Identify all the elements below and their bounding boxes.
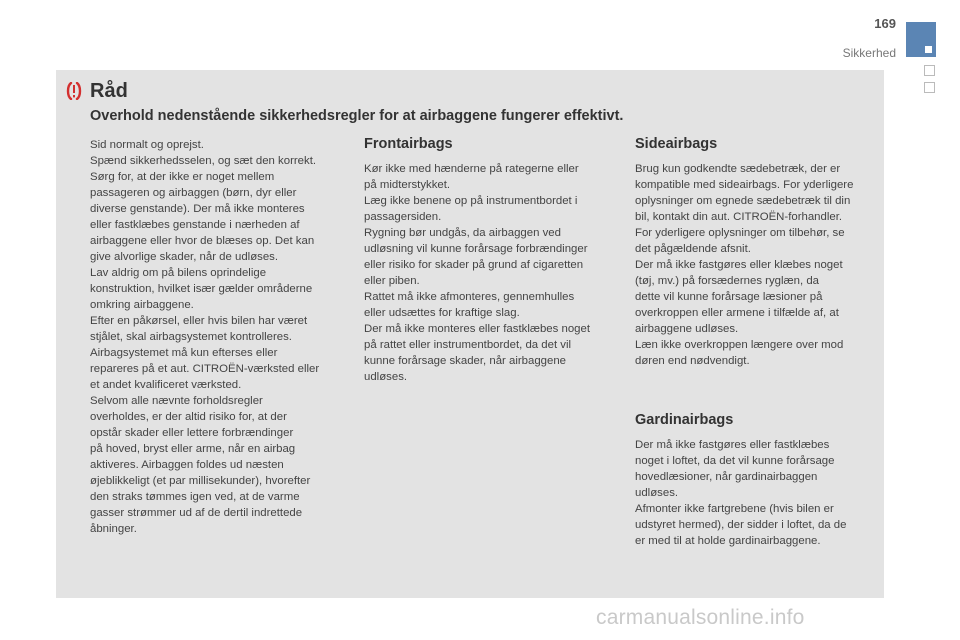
general-advice: [90, 137, 346, 537]
text-line: repareres på et aut. CITROËN-værksted eller: [90, 363, 320, 375]
text-line: eller risiko for skader på grund af cigaretten: [364, 259, 584, 271]
text-line: overkroppen eller armene i tilfælde af, at: [635, 307, 839, 319]
text-line: Der må ikke fastgøres eller fastklæbes: [635, 439, 830, 451]
text-line: eller fastklæbes genstande i nærheden af: [90, 219, 300, 231]
text-line: døren end nødvendigt.: [635, 355, 750, 367]
side-airbags-heading: Sideairbags: [635, 136, 718, 152]
empty-tab[interactable]: [924, 65, 935, 76]
section-tab[interactable]: [906, 22, 936, 57]
side-airbags-text: [635, 161, 883, 369]
text-line: Rygning bør undgås, da airbaggen ved: [364, 227, 561, 239]
text-line: diverse genstande). Der må ikke monteres: [90, 203, 305, 215]
text-line: For yderligere oplysninger om tilbehør, se: [635, 227, 845, 239]
text-line: opstår skader eller lettere forbrændinger: [90, 427, 294, 439]
warning-icon: [64, 82, 84, 100]
text-line: er med til at holde gardinairbaggene.: [635, 535, 821, 547]
text-line: hovedlæsioner, når gardinairbaggen: [635, 471, 818, 483]
text-line: Lav aldrig om på bilens oprindelige: [90, 267, 267, 279]
text-line: Brug kun godkendte sædebetræk, der er: [635, 163, 841, 175]
text-line: åbninger.: [90, 523, 137, 535]
section-name: Sikkerhed: [842, 46, 896, 60]
watermark: carmanualsonline.info: [596, 606, 805, 629]
text-line: gasser strømmer ud af de dertil indrettede: [90, 507, 303, 519]
empty-tab[interactable]: [924, 82, 935, 93]
text-line: airbaggene udløses.: [635, 323, 739, 335]
text-line: Afmonter ikke fartgrebene (hvis bilen er: [635, 503, 834, 515]
text-line: på hoved, bryst eller arme, når en airbag: [90, 443, 296, 455]
text-line: kompatible med sideairbags. For yderligere: [635, 179, 854, 191]
page-number: 169: [874, 16, 896, 31]
text-line: Efter en påkørsel, eller hvis bilen har været: [90, 315, 308, 327]
text-line: overholdes, er der altid risiko for, at der: [90, 411, 287, 423]
text-line: aktiveres. Airbaggen foldes ud næsten: [90, 459, 284, 471]
text-line: Læn ikke overkroppen længere over mod: [635, 339, 844, 351]
text-line: et andet kvalificeret værksted.: [90, 379, 242, 391]
text-line: udløses.: [364, 371, 408, 383]
text-line: Der må ikke monteres eller fastklæbes noget: [364, 323, 591, 335]
text-line: noget i loftet, da det vil kunne forårsage: [635, 455, 835, 467]
text-line: Der må ikke fastgøres eller klæbes noget: [635, 259, 843, 271]
section-tab-marker: [925, 46, 932, 53]
text-line: udstyret hermed), der sidder i loftet, da de: [635, 519, 847, 531]
text-line: den straks tømmes igen ved, at de varme: [90, 491, 300, 503]
advice-lead: Overhold nedenstående sikkerhedsregler for at airbaggene fungerer effektivt.: [90, 108, 624, 124]
text-line: udløses.: [635, 487, 679, 499]
text-line: øjeblikkeligt (et par millisekunder), hvorefter: [90, 475, 311, 487]
text-line: stjålet, skal airbagsystemet kontrolleres.: [90, 331, 292, 343]
text-line: Læg ikke benene op på instrumentbordet i: [364, 195, 578, 207]
text-line: eller piben.: [364, 275, 420, 287]
text-line: Selvom alle nævnte forholdsregler: [90, 395, 263, 407]
text-line: det pågældende afsnit.: [635, 243, 751, 255]
text-line: Kør ikke med hænderne på rategerne eller: [364, 163, 579, 175]
text-line: på rattet eller instrumentbordet, da det vil: [364, 339, 572, 351]
text-line: på midterstykket.: [364, 179, 451, 191]
text-line: passagersiden.: [364, 211, 442, 223]
advice-title: Råd: [90, 80, 128, 102]
text-line: bil, kontakt din aut. CITROËN-forhandler.: [635, 211, 843, 223]
text-line: eller udsættes for kraftige slag.: [364, 307, 520, 319]
text-line: give alvorlige skader, når de udløses.: [90, 251, 279, 263]
curtain-airbags-text: [635, 437, 883, 549]
text-line: airbaggene eller hvor de blæses op. Det kan: [90, 235, 315, 247]
text-line: dette vil kunne forårsage læsioner på: [635, 291, 823, 303]
text-line: (tøj, mv.) på forsædernes ryglæn, da: [635, 275, 819, 287]
front-airbags-section: [364, 135, 616, 385]
text-line: kunne forårsage skader, når airbaggene: [364, 355, 567, 367]
text-line: oplysninger om egnede sædebetræk til din: [635, 195, 851, 207]
text-line: Airbagsystemet må kun efterses eller: [90, 347, 278, 359]
front-airbags-text: [364, 161, 616, 385]
text-line: Sørg for, at der ikke er noget mellem: [90, 171, 275, 183]
text-line: passageren og airbaggen (børn, dyr eller: [90, 187, 297, 199]
text-line: Sid normalt og oprejst.: [90, 139, 204, 151]
text-line: Rattet må ikke afmonteres, gennemhulles: [364, 291, 575, 303]
curtain-airbags-section: [635, 411, 883, 549]
text-line: konstruktion, hvilket især gælder områderne: [90, 283, 313, 295]
text-line: Spænd sikkerhedsselen, og sæt den korrekt.: [90, 155, 317, 167]
side-airbags-section: [635, 135, 883, 369]
front-airbags-heading: Frontairbags: [364, 136, 453, 152]
text-line: udløsning vil kunne forårsage forbrændinger: [364, 243, 588, 255]
curtain-airbags-heading: Gardinairbags: [635, 412, 734, 428]
text-line: omkring airbaggene.: [90, 299, 194, 311]
